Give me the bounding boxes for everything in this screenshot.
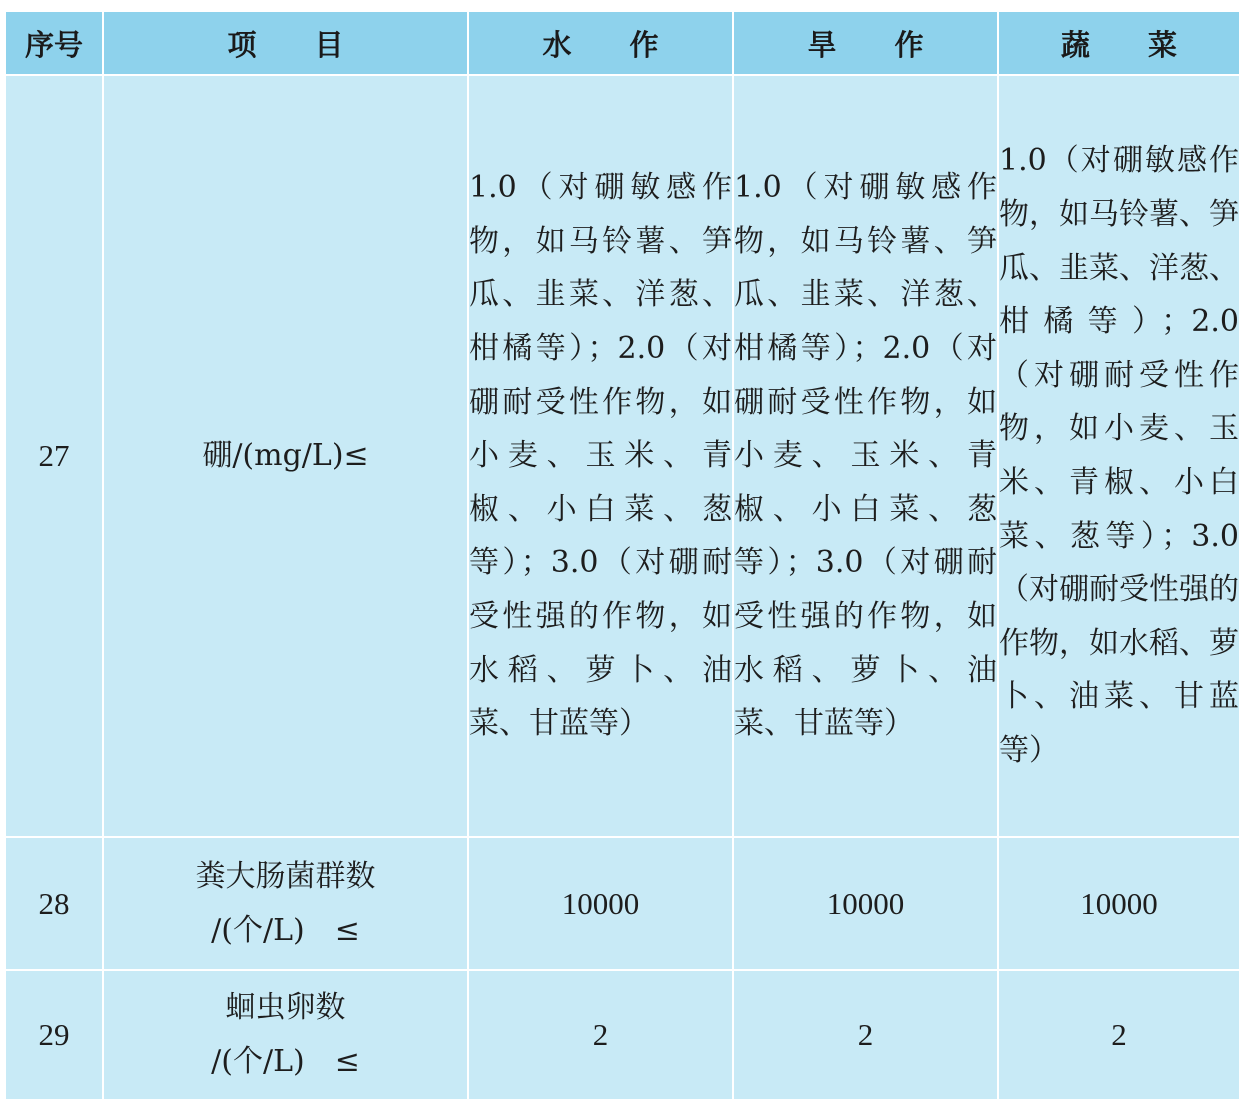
standard-table [4, 10, 1241, 1101]
header-item: 项 目 [103, 11, 468, 75]
row-item [103, 837, 468, 970]
row-veg-value: 1.0（对硼敏感作物，如马铃薯、笋瓜、韭菜、洋葱、柑橘等）；2.0（对硼耐受性作物，如小麦、玉米、青椒、小白菜、葱等）；3.0（对硼耐受性强的作物，如水稻、萝卜、油菜、甘蓝等） [998, 75, 1240, 837]
row-item [103, 75, 468, 837]
row-item-line1: 粪大肠菌群数 [195, 858, 376, 894]
row-seq: 28 [5, 837, 103, 970]
header-water-crops: 水 作 [468, 11, 733, 75]
row-water-value: 1.0（对硼敏感作物，如马铃薯、笋瓜、韭菜、洋葱、柑橘等）；2.0（对硼耐受性作物，如小麦、玉米、青椒、小白菜、葱等）；3.0（对硼耐受性强的作物，如水稻、萝卜、油菜、甘蓝等） [468, 75, 733, 837]
row-dry-value: 2 [733, 970, 998, 1100]
row-item [103, 970, 468, 1100]
row-seq: 29 [5, 970, 103, 1100]
row-item-line2: /(个/L) ≤ [211, 1044, 360, 1079]
table-row [5, 970, 1240, 1100]
table-row [5, 837, 1240, 970]
row-item-line1: 蛔虫卵数 [225, 990, 346, 1025]
row-veg-value: 2 [998, 970, 1240, 1100]
header-seq: 序号 [5, 11, 103, 75]
row-water-value: 10000 [468, 837, 733, 970]
row-veg-value: 10000 [998, 837, 1240, 970]
header-dry-crops: 旱 作 [733, 11, 998, 75]
table-header [5, 11, 1240, 75]
header-row [5, 11, 1240, 75]
row-seq: 27 [5, 75, 103, 837]
row-water-value: 2 [468, 970, 733, 1100]
row-dry-value: 10000 [733, 837, 998, 970]
row-item-line2: /(个/L) ≤ [211, 912, 360, 948]
table-row [5, 75, 1240, 837]
header-vegetables: 蔬 菜 [998, 11, 1240, 75]
row-item-line1: 硼/(mg/L)≤ [202, 438, 369, 473]
table-body [5, 75, 1240, 1100]
row-dry-value: 1.0（对硼敏感作物，如马铃薯、笋瓜、韭菜、洋葱、柑橘等）；2.0（对硼耐受性作物，如小麦、玉米、青椒、小白菜、葱等）；3.0（对硼耐受性强的作物，如水稻、萝卜、油菜、甘蓝等） [733, 75, 998, 837]
